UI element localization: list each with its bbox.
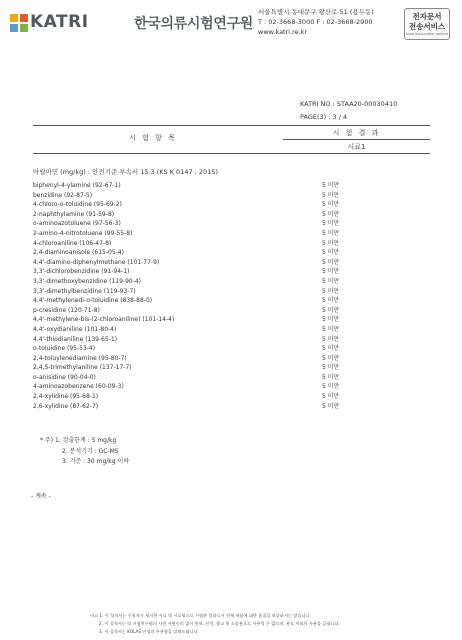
badge-line1: 전자문서 (412, 12, 442, 21)
test-item-name: 2-naphthylamine (91-59-8) (33, 210, 115, 218)
test-item-name: o-toluidine (95-53-4) (33, 345, 96, 353)
test-item-name: 2,4-diaminoanisole (615-05-4) (33, 249, 124, 257)
test-item-name: 3,3'-dimethoxybenzidine (119-90-4) (33, 277, 142, 285)
test-result-value: 5 미만 (322, 335, 340, 343)
test-item-name: o-anisidine (90-04-0) (33, 373, 96, 381)
continued-marker: - 계속 - (31, 493, 51, 500)
table-row (33, 210, 433, 220)
test-item-name: p-cresidine (120-71-8) (33, 306, 100, 314)
test-result-value: 5 미만 (322, 354, 340, 362)
test-result-value: 5 미만 (322, 277, 340, 285)
e-document-badge (404, 8, 450, 40)
report-reference (300, 98, 397, 124)
test-result-value: 5 미만 (322, 325, 340, 333)
table-row (33, 335, 433, 345)
badge-line3: KATRI EDOCUMENT SERVICE (405, 32, 449, 36)
test-result-value: 5 미만 (322, 316, 340, 324)
test-item-name: 4,4'-methylene-bis-(2-chloroaniline) (101-14-4) (33, 316, 175, 324)
table-row (33, 373, 433, 383)
table-row (33, 363, 433, 373)
test-item-name: 3,3'-dichlorobenzidine (91-94-1) (33, 268, 130, 276)
test-result-value: 5 미만 (322, 306, 340, 314)
table-header-bottom-rule (33, 153, 430, 154)
result-header-rule (283, 139, 430, 140)
test-item-name: 4-aminoazobenzene (60-09-3) (33, 383, 124, 391)
table-row (33, 200, 433, 210)
test-item-name: 4,4'-diamino-diphenylmethane (101-77-9) (33, 258, 160, 266)
table-row (33, 344, 433, 354)
test-result-value: 5 미만 (322, 210, 340, 218)
table-row (33, 287, 433, 297)
footer-remark-3: 3. 이 성적서는 KOLAS 인정과 무관함을 알려드립니다. (99, 629, 199, 634)
test-item-name: 4,4'-oxydianiline (101-80-4) (33, 325, 117, 333)
test-item-name: 4-chloro-o-toluidine (95-69-2) (33, 201, 122, 209)
test-result-value: 5 미만 (322, 229, 340, 237)
table-row (33, 354, 433, 364)
test-result-value: 5 미만 (322, 297, 340, 305)
table-row (33, 219, 433, 229)
test-item-name: 2-amino-4-nitrotoluene (99-55-8) (33, 229, 133, 237)
test-item-name: 2,4,5-trimethylaniline (137-17-7) (33, 364, 132, 372)
test-result-value: 5 미만 (322, 383, 340, 391)
logo-korean-name: 한국의류시험연구원 (134, 16, 254, 32)
katri-emblem-icon (10, 14, 28, 32)
notes (40, 436, 129, 468)
test-result-value: 5 미만 (322, 364, 340, 372)
table-row (33, 296, 433, 306)
test-result-value: 5 미만 (322, 258, 340, 266)
test-item-name: 3,3'-dimethylbenzidine (119-93-7) (33, 287, 136, 295)
test-result-value: 5 미만 (322, 345, 340, 353)
contact-info (258, 7, 374, 37)
test-result-value: 5 미만 (322, 287, 340, 295)
logo-text: KATRI (30, 12, 89, 32)
test-result-header: 시 험 결 과 (332, 129, 381, 137)
page-number: PAGE(3) : 3 / 4 (300, 113, 348, 121)
section-title: 아릴아민 (mg/kg) : 안전기준 부속서 15.3 (KS K 0147 : 2015) (33, 168, 218, 176)
address: 서울특별시 동대문구 왕산로 51 (용두동) (258, 8, 374, 16)
footer-remarks (90, 612, 450, 636)
table-row (33, 325, 433, 335)
table-row (33, 392, 433, 402)
phone-fax: T : 02-3668-3000 F : 02-3668-2900 (258, 18, 373, 26)
test-item-name: 2,4-xylidine (95-68-1) (33, 393, 99, 401)
test-result-value: 5 미만 (322, 201, 340, 209)
table-row (33, 191, 433, 201)
test-item-name: 4-chloroaniline (106-47-8) (33, 239, 112, 247)
test-result-value: 5 미만 (322, 220, 340, 228)
footer-remark-2: 2. 이 성적서는 당 시험연구원의 사전 서면동의 없이 홍보, 선전, 광고 및 소송용으로 사용될 수 없으며, 용도 이외의 사용을 금합니다. (99, 621, 340, 626)
test-result-value: 5 미만 (322, 402, 340, 410)
test-item-name: biphenyl-4-ylamine (92-67-1) (33, 182, 121, 189)
table-row (33, 229, 433, 239)
table-row (33, 382, 433, 392)
test-result-value: 5 미만 (322, 191, 340, 199)
test-item-header: 시 험 항 목 (129, 134, 177, 142)
test-result-value: 5 미만 (322, 182, 340, 189)
table-row (33, 277, 433, 287)
test-result-value: 5 미만 (322, 373, 340, 381)
test-item-name: benzidine (92-87-5) (33, 191, 93, 199)
note-standard: 3. 기준 : 30 mg/kg 이하 (62, 458, 130, 465)
table-row (33, 267, 433, 277)
table-row (33, 181, 433, 191)
test-item-name: 4,4'-methylenedi-o-toluidine (838-88-0) (33, 297, 153, 305)
website: www.katri.re.kr (258, 28, 308, 36)
test-result-value: 5 미만 (322, 249, 340, 257)
table-row (33, 306, 433, 316)
note-detection-limit: * 주) 1. 검출한계 : 5 mg/kg (40, 437, 117, 444)
table-top-rule (33, 125, 430, 126)
footer-remark-1: 비고 1. 이 성적서는 신청자가 제시한 시료 및 시료명으로 시험한 결과로서 전체 제품에 대한 품질을 보증하지는 않습니다. (90, 613, 311, 618)
test-item-name: 2,6-xylidine (87-62-7) (33, 402, 99, 410)
note-instrument: 2. 분석기기 : GC-MS (62, 447, 119, 455)
test-result-value: 5 미만 (322, 268, 340, 276)
test-item-name: o-aminoazotoluene (97-56-3) (33, 220, 121, 228)
test-result-value: 5 미만 (322, 239, 340, 247)
test-item-name: 4,4'-thiodianiline (139-65-1) (33, 335, 118, 343)
table-row (33, 239, 433, 249)
sample-header: 시료1 (347, 143, 366, 151)
table-row (33, 258, 433, 268)
test-result-value: 5 미만 (322, 393, 340, 401)
table-row (33, 315, 433, 325)
badge-line2: 전송서비스 (408, 22, 446, 31)
table-row (33, 402, 433, 412)
katri-logo (10, 13, 280, 35)
table-row (33, 248, 433, 258)
test-item-name: 2,4-toluylenediamine (95-80-7) (33, 354, 127, 362)
katri-no: KATRI NO : STAA20-00030410 (300, 100, 398, 108)
results-list (33, 181, 433, 411)
